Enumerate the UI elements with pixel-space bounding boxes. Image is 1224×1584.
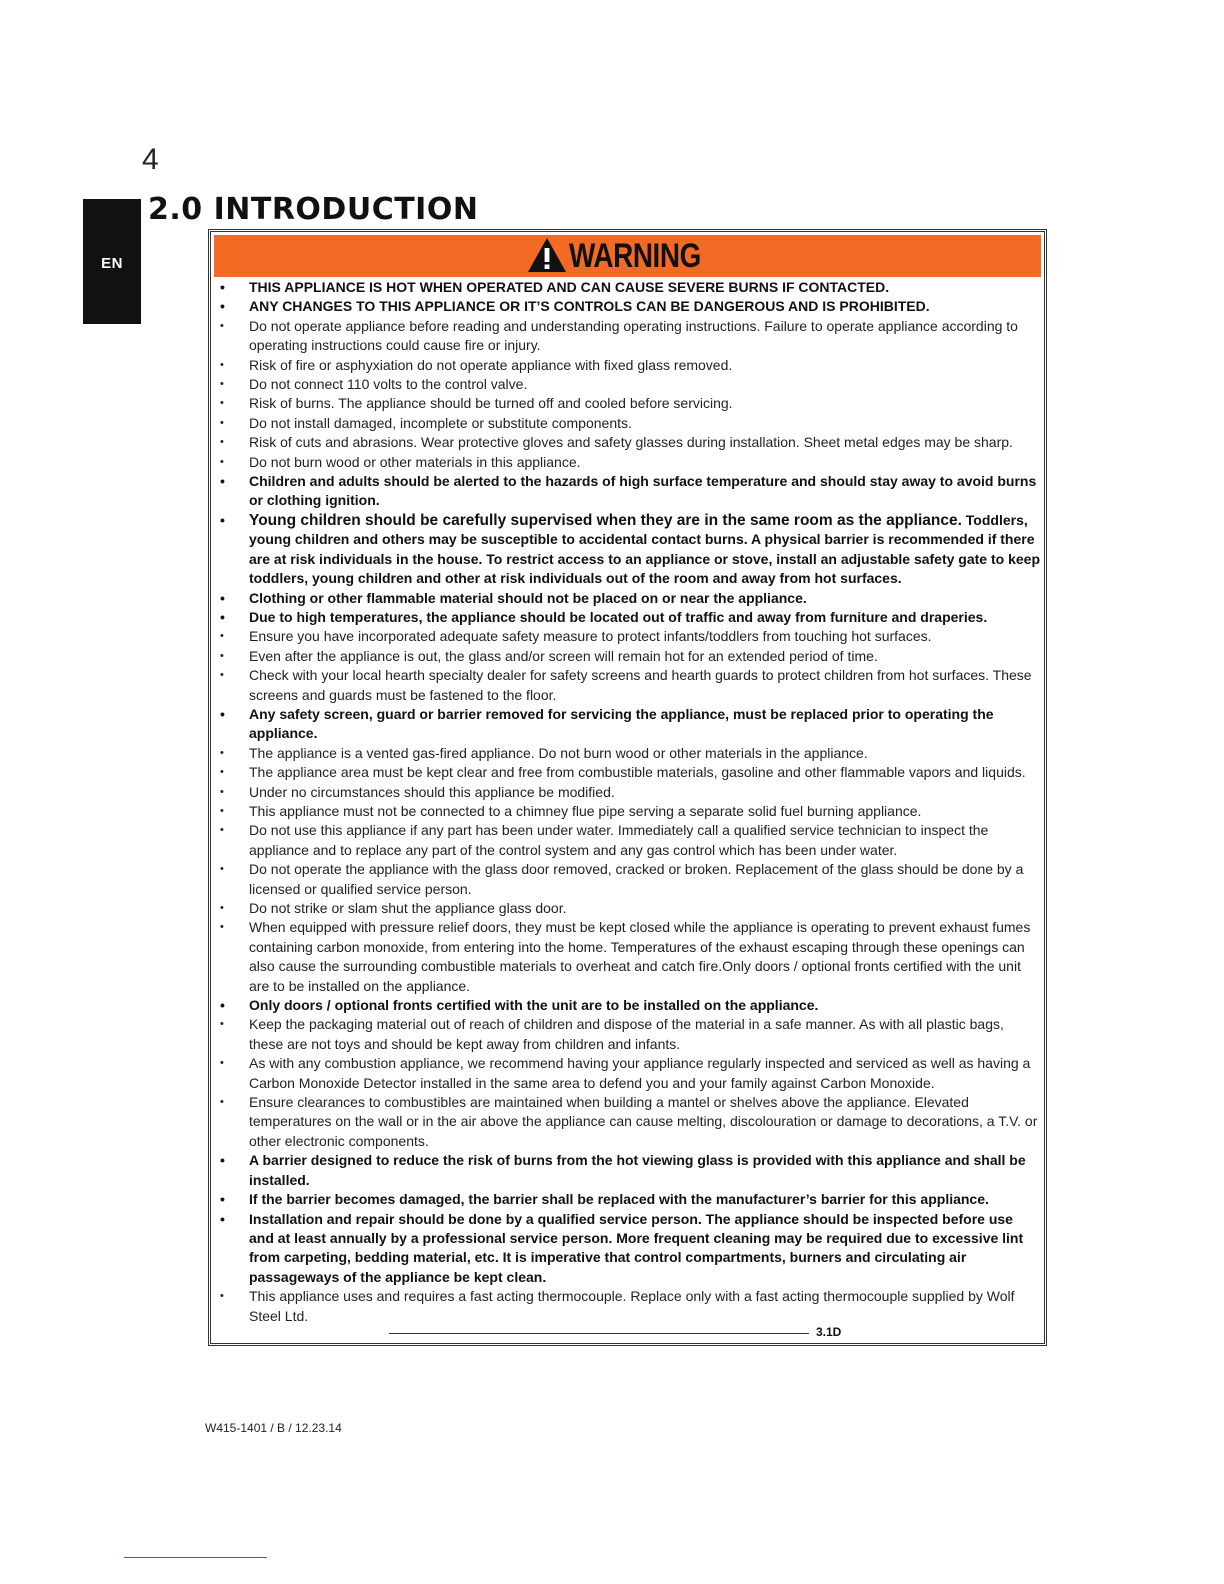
- warning-item-text: This appliance must not be connected to a chimney flue pipe serving a separate solid fuel burning appliance.: [249, 802, 922, 819]
- warning-item-text: Risk of burns. The appliance should be turned off and cooled before servicing.: [249, 395, 733, 412]
- warning-item-text: Under no circumstances should this appliance be modified.: [249, 783, 615, 800]
- warning-item-text: Do not operate the appliance with the glass door removed, cracked or broken. Replacement of the glass should be done by a licensed or qualified service person.: [249, 861, 1024, 897]
- bottom-rule: [124, 1557, 267, 1558]
- warning-list: [211, 278, 1044, 1326]
- warning-item-text: Do not strike or slam shut the appliance glass door.: [249, 900, 567, 916]
- warning-item: [211, 1287, 1044, 1326]
- page-number: 4: [142, 143, 159, 176]
- warning-item: [211, 918, 1044, 996]
- warning-item-text: ANY CHANGES TO THIS APPLIANCE OR IT’S CONTROLS CAN BE DANGEROUS AND IS PROHIBITED.: [249, 298, 930, 315]
- warning-item: [211, 414, 1044, 433]
- warning-item-text: Check with your local hearth specialty dealer for safety screens and hearth guards to protect children from hot surfaces. These screens and guards must be fastened to the floor.: [249, 667, 1032, 703]
- warning-item: [211, 821, 1044, 860]
- warning-item-text: Do not use this appliance if any part has been under water. Immediately call a qualified service technician to inspect the appliance and to replace any part of the control system and any gas control which has been under water.: [249, 822, 989, 858]
- warning-item: [211, 744, 1044, 763]
- warning-item-text: Only doors / optional fronts certified with the unit are to be installed on the appliance.: [249, 997, 819, 1014]
- warning-item-text: Ensure you have incorporated adequate safety measure to protect infants/toddlers from touching hot surfaces.: [249, 628, 932, 645]
- warning-item-text: Do not connect 110 volts to the control valve.: [249, 376, 528, 393]
- warning-box: [208, 229, 1047, 1346]
- warning-item-text: Due to high temperatures, the appliance should be located out of traffic and away from furniture and draperies.: [249, 608, 988, 625]
- warning-item: [211, 899, 1044, 918]
- warning-item-text: When equipped with pressure relief doors, they must be kept closed while the appliance is operating to prevent exhaust fumes containing carbon monoxide, from entering into the home. Temperatures of the exhaust escaping through these openings can also cause the surrounding combustible materials to overheat and catch fire.Only doors / optional fronts certified with the unit are to be installed on the appliance.: [249, 919, 1031, 994]
- warning-item: [211, 297, 1044, 316]
- warning-item-text: As with any combustion appliance, we recommend having your appliance regularly inspected and serviced as well as having a Carbon Monoxide Detector installed in the same area to defend you and your family against Carbon Monoxide.: [249, 1055, 1031, 1091]
- warning-item: [211, 356, 1044, 375]
- warning-item: [211, 1054, 1044, 1093]
- warning-header-text: WARNING: [568, 237, 701, 275]
- warning-item: [211, 1151, 1044, 1190]
- warning-item-text: This appliance uses and requires a fast acting thermocouple. Replace only with a fast acting thermocouple supplied by Wolf Steel Ltd.: [249, 1288, 1015, 1324]
- footer-rule: [389, 1333, 809, 1334]
- warning-item: [211, 453, 1044, 472]
- warning-item: [211, 375, 1044, 394]
- warning-item: [211, 472, 1044, 511]
- warning-item-lead: Young children should be carefully supervised when they are in the same room as the appliance.: [249, 511, 962, 529]
- warning-item-text: Any safety screen, guard or barrier removed for servicing the appliance, must be replaced prior to operating the appliance.: [249, 705, 994, 742]
- warning-code: 3.1D: [816, 1325, 842, 1339]
- warning-item: [211, 802, 1044, 821]
- warning-item: [211, 783, 1044, 802]
- warning-item: [211, 608, 1044, 627]
- warning-item-text: Risk of cuts and abrasions. Wear protective gloves and safety glasses during installation. Sheet metal edges may be sharp.: [249, 434, 1013, 451]
- warning-item: [211, 1210, 1044, 1288]
- warning-item: [211, 647, 1044, 666]
- warning-item: [211, 589, 1044, 608]
- warning-item: [211, 1015, 1044, 1054]
- warning-item: [211, 705, 1044, 744]
- warning-item-text: Even after the appliance is out, the glass and/or screen will remain hot for an extended period of time.: [249, 647, 878, 664]
- warning-item-text: Do not operate appliance before reading and understanding operating instructions. Failure to operate appliance according to operating instructions could cause fire or injury.: [249, 317, 1018, 354]
- warning-item-text: THIS APPLIANCE IS HOT WHEN OPERATED AND CAN CAUSE SEVERE BURNS IF CONTACTED.: [249, 279, 890, 295]
- warning-item-text: Children and adults should be alerted to the hazards of high surface temperature and should stay away to avoid burns or clothing ignition.: [249, 473, 1037, 509]
- warning-item-text: Clothing or other flammable material should not be placed on or near the appliance.: [249, 589, 807, 606]
- warning-item-text: Toddlers, young children and others may be susceptible to accidental contact burns. A physical barrier is recommended if there are at risk individuals in the house. To restrict access to an appliance or stove, install an adjustable safety gate to keep toddlers, young children and other at risk individuals out of the room and away from hot surfaces.: [249, 511, 1040, 587]
- warning-item: [211, 666, 1044, 705]
- warning-item: [211, 317, 1044, 356]
- warning-item: [211, 1093, 1044, 1151]
- warning-item-text: The appliance is a vented gas-fired appliance. Do not burn wood or other materials in the appliance.: [249, 744, 868, 761]
- warning-triangle-icon: [527, 237, 567, 273]
- language-tab: [83, 199, 141, 324]
- warning-item-text: Ensure clearances to combustibles are maintained when building a mantel or shelves above the appliance. Elevated temperatures on the wall or in the air above the appliance can cause melting, discolouration or damage to decorations, a T.V. or other electronic components.: [249, 1094, 1038, 1149]
- warning-item: [211, 511, 1044, 589]
- section-title: 2.0 INTRODUCTION: [148, 192, 479, 227]
- warning-item: [211, 433, 1044, 452]
- language-tab-label: EN: [101, 255, 123, 272]
- document-number: W415-1401 / B / 12.23.14: [205, 1421, 342, 1435]
- warning-item: [211, 996, 1044, 1015]
- warning-item: [211, 763, 1044, 782]
- warning-item: [211, 627, 1044, 646]
- warning-item: [211, 394, 1044, 413]
- warning-item-text: Do not install damaged, incomplete or substitute components.: [249, 414, 632, 431]
- warning-item-text: Keep the packaging material out of reach of children and dispose of the material in a safe manner. As with all plastic bags, these are not toys and should be kept away from children and infants.: [249, 1016, 1004, 1052]
- warning-item-text: Installation and repair should be done by a qualified service person. The appliance should be inspected before use and at least annually by a professional service person. More frequent cleaning may be required due to excessive lint from carpeting, bedding material, etc. It is imperative that control compartments, burners and circulating air passageways of the appliance be kept clean.: [249, 1210, 1024, 1285]
- warning-item-text: The appliance area must be kept clear and free from combustible materials, gasoline and other flammable vapors and liquids.: [249, 764, 1026, 781]
- warning-item-text: A barrier designed to reduce the risk of burns from the hot viewing glass is provided with this appliance and shall be installed.: [249, 1152, 1026, 1188]
- warning-item: [211, 278, 1044, 297]
- warning-header: [214, 235, 1041, 277]
- warning-item: [211, 1190, 1044, 1209]
- warning-item: [211, 860, 1044, 899]
- warning-item-text: Risk of fire or asphyxiation do not operate appliance with fixed glass removed.: [249, 356, 733, 373]
- warning-item-text: Do not burn wood or other materials in this appliance.: [249, 453, 581, 470]
- warning-item-text: If the barrier becomes damaged, the barrier shall be replaced with the manufacturer’s barrier for this appliance.: [249, 1191, 989, 1208]
